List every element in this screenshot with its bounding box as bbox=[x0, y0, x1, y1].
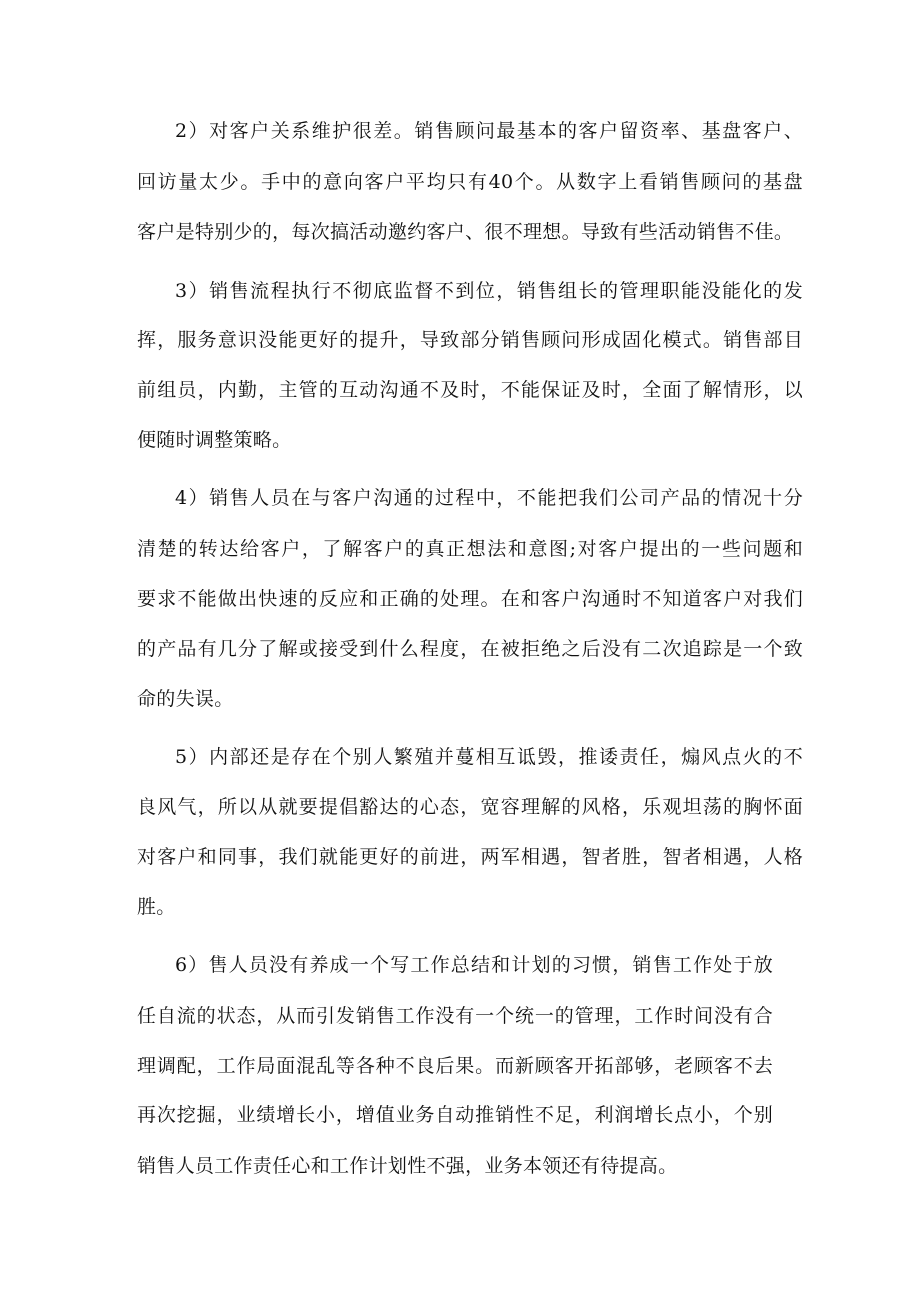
paragraph-3-line-4: 便随时调整策略。 bbox=[137, 429, 292, 451]
paragraph-6-line-4: 再次挖掘，业绩增长小，增值业务自动推销性不足，利润增长点小，个别 bbox=[137, 1104, 773, 1126]
paragraph-4-line-1: 4）销售人员在与客户沟通的过程中，不能把我们公司产品的情况十分 bbox=[175, 487, 803, 509]
paragraph-2-line-2: 回访量太少。手中的意向客户平均只有40个。从数字上看销售顾问的基盘 bbox=[137, 171, 803, 193]
paragraph-3-line-2: 挥，服务意识没能更好的提升，导致部分销售顾问形成固化模式。销售部目 bbox=[137, 329, 803, 351]
paragraph-3-line-3: 前组员，内勤，主管的互动沟通不及时，不能保证及时，全面了解情形，以 bbox=[137, 379, 803, 401]
paragraph-5-line-3: 对客户和同事，我们就能更好的前进，两军相遇，智者胜，智者相遇，人格 bbox=[137, 846, 803, 868]
paragraph-5-line-1: 5）内部还是存在个别人繁殖并蔓相互诋毁，推诿责任，煽风点火的不 bbox=[175, 746, 803, 768]
paragraph-3-line-1: 3）销售流程执行不彻底监督不到位，销售组长的管理职能没能化的发 bbox=[175, 280, 803, 302]
paragraph-4-line-3: 要求不能做出快速的反应和正确的处理。在和客户沟通时不知道客户对我们 bbox=[137, 588, 803, 610]
paragraph-2-line-3: 客户是特别少的，每次搞活动邀约客户、很不理想。导致有些活动销售不佳。 bbox=[137, 221, 794, 243]
paragraph-4-line-4: 的产品有几分了解或接受到什么程度，在被拒绝之后没有二次追踪是一个致 bbox=[137, 638, 803, 660]
paragraph-6-line-2: 任自流的状态，从而引发销售工作没有一个统一的管理，工作时间没有合 bbox=[137, 1005, 773, 1027]
paragraph-6-line-1: 6）售人员没有养成一个写工作总结和计划的习惯，销售工作处于放 bbox=[175, 954, 773, 976]
paragraph-4-line-5: 命的失误。 bbox=[137, 688, 234, 710]
paragraph-4-line-2: 清楚的转达给客户，了解客户的真正想法和意图;对客户提出的一些问题和 bbox=[137, 538, 803, 560]
paragraph-6-line-5: 销售人员工作责任心和工作计划性不强，业务本领还有待提高。 bbox=[137, 1155, 678, 1177]
paragraph-6-line-3: 理调配，工作局面混乱等各种不良后果。而新顾客开拓部够，老顾客不去 bbox=[137, 1055, 773, 1077]
paragraph-5-line-2: 良风气，所以从就要提倡豁达的心态，宽容理解的风格，乐观坦荡的胸怀面 bbox=[137, 796, 803, 818]
paragraph-5-line-4: 胜。 bbox=[137, 896, 176, 918]
paragraph-2-line-1: 2）对客户关系维护很差。销售顾问最基本的客户留资率、基盘客户、 bbox=[175, 120, 803, 142]
